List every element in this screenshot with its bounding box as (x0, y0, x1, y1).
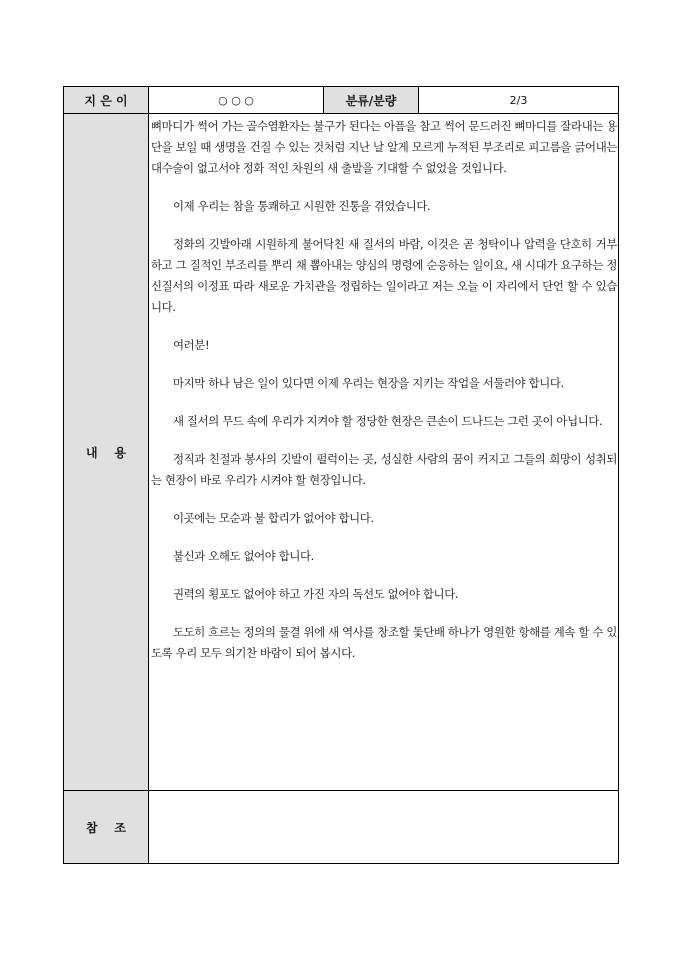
header-row (64, 87, 619, 114)
paragraph: 마지막 하나 남은 일이 있다면 이제 우리는 현장을 지키는 작업을 서둘러야 합니다. (173, 376, 564, 390)
author-value: ○ ○ ○ (149, 87, 324, 114)
category-label: 분류/분량 (324, 87, 419, 114)
content-row (64, 114, 619, 791)
content-label: 내 용 (64, 114, 149, 791)
content-body (149, 114, 618, 664)
author-label: 지 은 이 (64, 87, 149, 114)
paragraph: 이곳에는 모순과 불 합리가 없어야 합니다. (173, 511, 374, 525)
paragraph: 도도히 흐르는 정의의 물결 위에 새 역사를 창조할 돛단배 하나가 영원한 항해를 계속 할 수 있도록 우리 모두 의기찬 바람이 되어 봅시다. (151, 625, 617, 660)
paragraph: 불신과 오해도 없어야 합니다. (173, 549, 314, 563)
paragraph: 새 질서의 무드 속에 우리가 지켜야 할 정당한 현장은 큰손이 드나드는 그런 곳이 아닙니다. (173, 414, 603, 428)
reference-value (149, 791, 619, 864)
category-value: 2/3 (419, 87, 619, 114)
paragraph: 뼈마디가 썩어 가는 골수염환자는 불구가 된다는 아픔을 참고 썩어 문드러진 뼈마디를 잘라내는 용단을 보일 때 생명을 건질 수 있는 것처럼 지난 날 알게 모르게 누적된 부조리로 피고름을 긁어내는 대수술이 없고서야 정화 적인 차원의 새 출발을 기대할 수 없었을 것입니다. (151, 119, 617, 175)
paragraph: 권력의 횡포도 없어야 하고 가진 자의 독선도 없어야 합니다. (173, 587, 459, 601)
paragraph: 이제 우리는 참을 통쾌하고 시원한 진통을 겪었습니다. (173, 199, 431, 213)
reference-label: 참 조 (64, 791, 149, 864)
paragraph: 정직과 친절과 봉사의 깃발이 펄럭이는 곳, 성실한 사람의 꿈이 커지고 그들의 희망이 성취되는 현장이 바로 우리가 시켜야 할 현장입니다. (151, 452, 617, 487)
paragraph: 여러분! (173, 338, 210, 352)
speech-form-table (63, 86, 619, 864)
paragraph: 정화의 깃발아래 시원하게 불어닥친 새 질서의 바람, 이것은 곧 청탁이나 압력을 단호히 거부하고 그 질적인 부조리를 뿌리 채 뽑아내는 양심의 명령에 순응하는 일이요, 새 시대가 요구하는 정신질서의 이정표 따라 새로운 가치관을 정립하는 일이라고 저는 오늘 이 자리에서 단언 할 수 있습니다. (151, 237, 617, 314)
reference-row (64, 791, 619, 864)
content-cell (149, 114, 619, 791)
